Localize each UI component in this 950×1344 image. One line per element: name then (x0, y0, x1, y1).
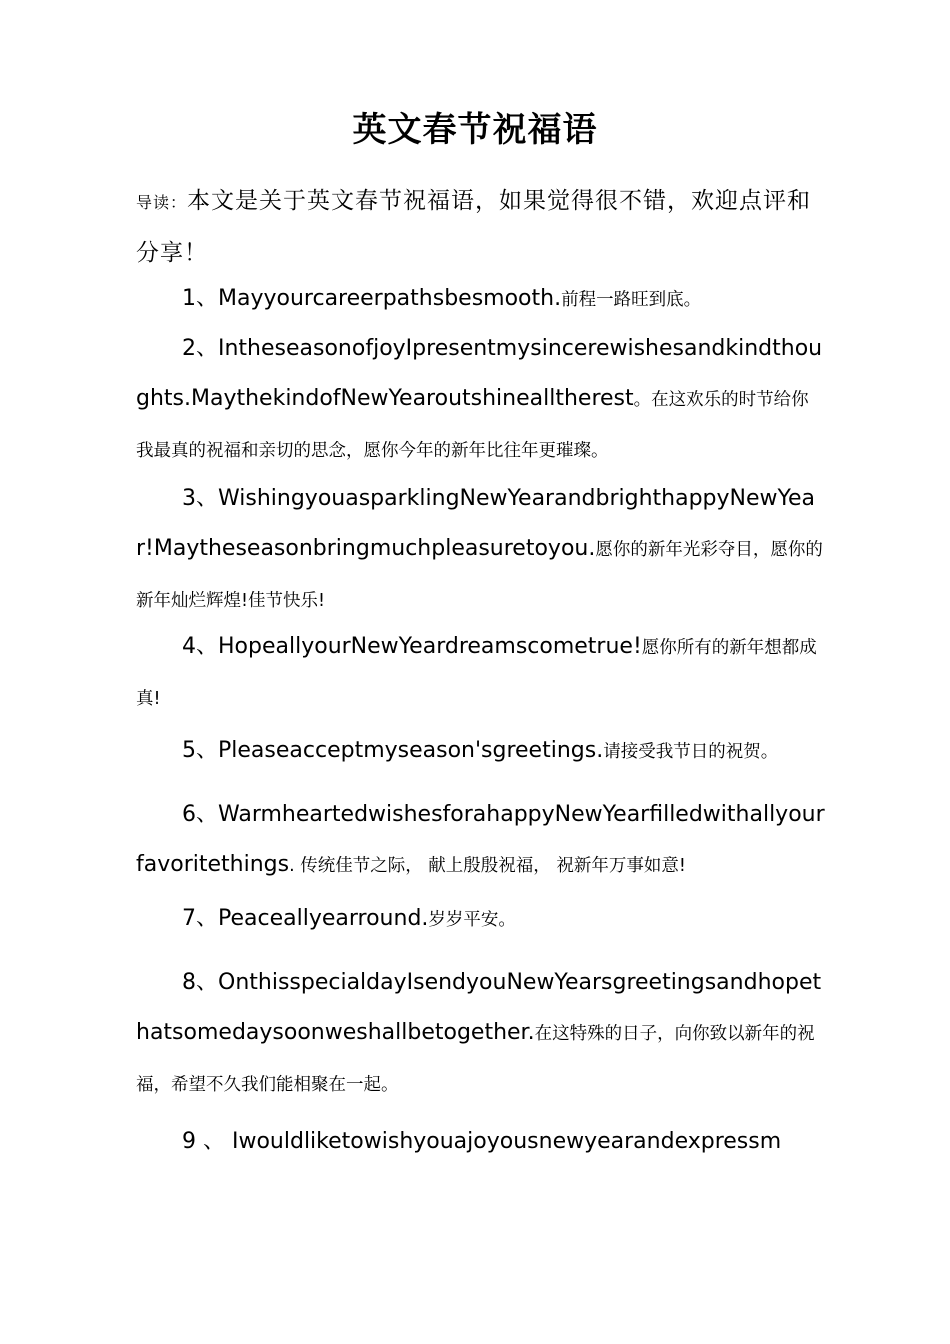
item-english: Peaceallyearround. (218, 906, 429, 931)
greeting-item-9 (136, 1117, 826, 1168)
intro-paragraph (136, 176, 826, 278)
item-chinese: 愿你所有的新年想都成真! (136, 638, 817, 709)
item-number: 5、 (182, 738, 218, 763)
item-english: Iwouldliketowishyouajoyousnewyearandexpressm (231, 1129, 782, 1154)
item-english: Mayyourcareerpathsbesmooth. (218, 286, 562, 311)
item-chinese: 前程一路旺到底。 (561, 290, 702, 310)
intro-lead: 导读： (136, 193, 188, 212)
item-english: IntheseasonofjoyIpresentmysincerewishesandkindthoughts.MaythekindofNewYearoutshinealltherest (136, 336, 823, 411)
item-chinese: . 传统佳节之际， 献上殷殷祝福， 祝新年万事如意! (289, 856, 686, 876)
item-number: 4、 (182, 634, 218, 659)
item-number: 9 、 (182, 1129, 232, 1154)
item-chinese: 。在这欢乐的时节给你我最真的祝福和亲切的思念，愿你今年的新年比往年更璀璨。 (136, 390, 809, 461)
item-chinese: 在这特殊的日子，向你致以新年的祝福，希望不久我们能相聚在一起。 (136, 1024, 815, 1095)
item-english: OnthisspecialdayIsendyouNewYearsgreetingsandhopethatsomedaysoonweshallbetogether. (136, 970, 822, 1045)
item-chinese: 愿你的新年光彩夺目，愿你的新年灿烂辉煌!佳节快乐! (136, 540, 823, 611)
greeting-item-2 (136, 324, 826, 476)
item-english: Pleaseacceptmyseason'sgreetings. (218, 738, 604, 763)
item-chinese: 请接受我节日的祝贺。 (603, 742, 779, 762)
item-number: 6、 (182, 802, 218, 827)
greeting-item-7 (136, 894, 826, 945)
greeting-item-6 (136, 790, 826, 891)
greeting-item-8 (136, 958, 826, 1110)
intro-text: 本文是关于英文春节祝福语，如果觉得很不错，欢迎点评和分享！ (136, 188, 812, 266)
item-number: 7、 (182, 906, 218, 931)
greeting-item-5 (136, 726, 826, 777)
greeting-item-3 (136, 474, 826, 626)
item-english: HopeallyourNewYeardreamscometrue! (218, 634, 642, 659)
greeting-item-4 (136, 622, 826, 724)
item-number: 3、 (182, 486, 218, 511)
item-english: WishingyouasparklingNewYearandbrighthappyNewYear!Maytheseasonbringmuchpleasuretoyou. (136, 486, 816, 561)
page-title: 英文春节祝福语 (352, 110, 598, 150)
item-chinese: 岁岁平安。 (428, 910, 516, 930)
greeting-item-1 (136, 274, 826, 325)
item-number: 1、 (182, 286, 218, 311)
item-number: 8、 (182, 970, 218, 995)
item-number: 2、 (182, 336, 218, 361)
item-english: WarmheartedwishesforahappyNewYearfilledwithallyourfavoritethings (136, 802, 825, 877)
